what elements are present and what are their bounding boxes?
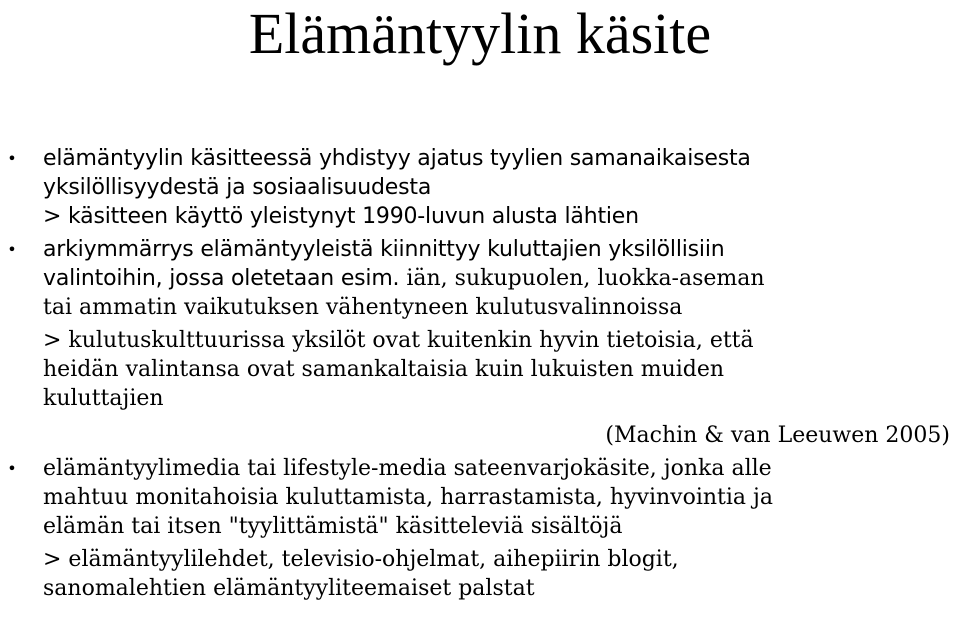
bullet-2-subline-3: kuluttajien [43,386,164,411]
citation: (Machin & van Leeuwen 2005) [605,423,950,448]
bullet-3-subline-2: sanomalehtien elämäntyyliteemaiset palstat [43,576,535,601]
bullet-1-subline: > käsitteen käyttö yleistynyt 1990-luvun alusta lähtien [43,204,639,229]
bullet-1-line-1: elämäntyylin käsitteessä yhdistyy ajatus tyylien samanaikaisesta [43,146,751,171]
bullet-item-3 [0,454,960,603]
bullet-3-subline-1: > elämäntyylilehdet, televisio-ohjelmat, aihepiirin blogit, [43,547,679,572]
slide-body [0,144,960,603]
page-title: Elämäntyylin käsite [248,1,712,66]
bullet-2-line-2b: iän, sukupuolen, luokka-aseman [399,266,765,291]
bullet-item-2 [0,235,960,454]
bullet-3-line-1: elämäntyylimedia tai lifestyle-media sateenvarjokäsite, jonka alle [43,456,772,481]
bullet-2-line-1: arkiymmärrys elämäntyyleistä kiinnittyy kuluttajien yksilöllisiin [43,237,725,262]
bullet-item-1 [0,144,960,231]
bullet-3-line-3: elämän tai itsen "tyylittämistä" käsitteleviä sisältöjä [43,514,623,539]
bullet-1-line-2: yksilöllisyydestä ja sosiaalisuudesta [43,175,432,200]
bullet-icon: • [7,459,17,478]
bullet-2-subline-1: > kulutuskulttuurissa yksilöt ovat kuitenkin hyvin tietoisia, että [43,328,754,353]
bullet-2-line-3: tai ammatin vaikutuksen vähentyneen kulutusvalinnoissa [43,295,683,320]
bullet-2-subline-2: heidän valintansa ovat samankaltaisia kuin lukuisten muiden [43,357,725,382]
bullet-2-line-2 [43,264,956,293]
bullet-2-line-2a: valintoihin, jossa oletetaan esim. [43,266,400,291]
bullet-icon: • [7,149,17,168]
bullet-icon: • [7,240,17,259]
bullet-3-line-2: mahtuu monitahoisia kuluttamista, harrastamista, hyvinvointia ja [43,485,773,510]
